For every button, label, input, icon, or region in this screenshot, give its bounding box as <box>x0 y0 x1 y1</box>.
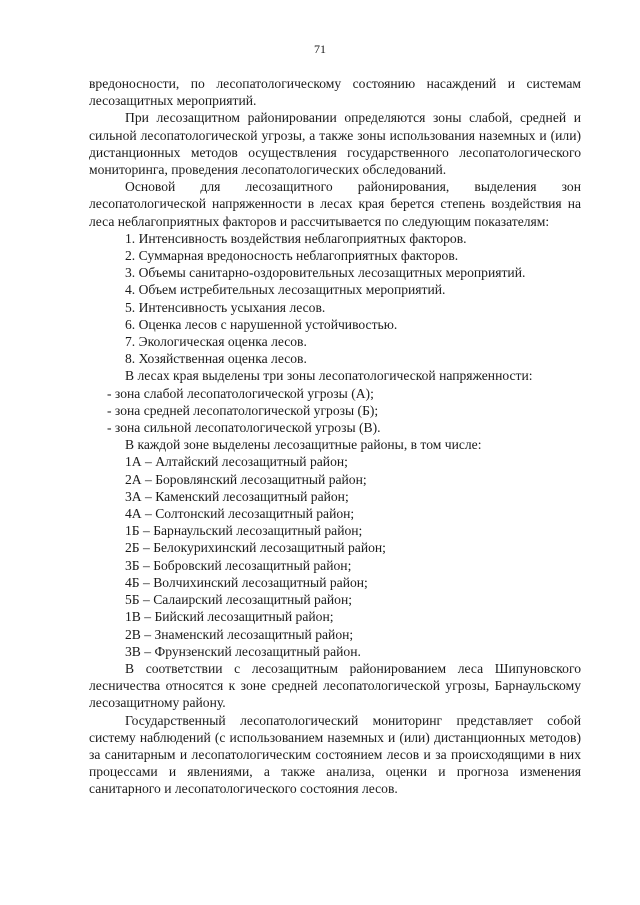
continuation-paragraph: вредоносности, по лесопатологическому состоянию насаждений и системам лесозащитных мероприятий. <box>89 76 581 109</box>
list-item: 5. Интенсивность усыхания лесов. <box>125 299 326 315</box>
indicators-list <box>89 230 581 368</box>
page-body <box>89 75 581 798</box>
list-item: 2В – Знаменский лесозащитный район; <box>125 626 354 642</box>
regions-list <box>89 453 581 659</box>
zones-paragraph: При лесозащитном районировании определяются зоны слабой, средней и сильной лесопатологической угрозы, а также зоны использования наземных и (или) дистанционных методов осуществления государственного лесопатологического мониторинга, проведения лесопатологических обследований. <box>89 110 581 178</box>
list-item: 7. Экологическая оценка лесов. <box>125 334 307 350</box>
list-item: 4Б – Волчихинский лесозащитный район; <box>125 574 368 590</box>
zones-list <box>89 385 581 437</box>
list-item: 8. Хозяйственная оценка лесов. <box>125 351 307 367</box>
list-item: 1В – Бийский лесозащитный район; <box>125 609 334 625</box>
monitoring-paragraph: Государственный лесопатологический мониторинг представляет собой систему наблюдений (с использованием наземных и (или) дистанционных методов) за санитарным и лесопатологическим состоянием лесов и за происходящими в них процессами и явлениями, а также анализа, оценки и прогноза изменения санитарного и лесопатологического состояния лесов. <box>89 712 581 797</box>
list-item: - зона слабой лесопатологической угрозы (А); <box>107 385 374 401</box>
list-item: 4. Объем истребительных лесозащитных мероприятий. <box>125 282 446 298</box>
list-item: 3В – Фрунзенский лесозащитный район. <box>125 643 361 659</box>
list-item: 1. Интенсивность воздействия неблагоприятных факторов. <box>125 230 467 246</box>
shipunovo-paragraph: В соответствии с лесозащитным районированием леса Шипуновского лесничества относятся к зоне средней лесопатологической угрозы, Барнаульскому лесозащитному району. <box>89 660 581 711</box>
list-item: 3А – Каменский лесозащитный район; <box>125 488 349 504</box>
list-item: 2. Суммарная вредоносность неблагоприятных факторов. <box>125 248 459 264</box>
page-number: 71 <box>314 42 326 56</box>
list-item: - зона сильной лесопатологической угрозы (В). <box>107 420 381 436</box>
zones-intro: В лесах края выделены три зоны лесопатологической напряженности: <box>125 368 533 384</box>
list-item: 3. Объемы санитарно-оздоровительных лесозащитных мероприятий. <box>125 265 526 281</box>
list-item: - зона средней лесопатологической угрозы (Б); <box>107 402 379 418</box>
list-item: 5Б – Салаирский лесозащитный район; <box>125 592 352 608</box>
list-item: 4А – Солтонский лесозащитный район; <box>125 506 355 522</box>
basis-paragraph: Основой для лесозащитного районирования, выделения зон лесопатологической напряженности в лесах края берется степень воздействия на леса неблагоприятных факторов и рассчитывается по следующим показателям: <box>89 179 581 229</box>
list-item: 2А – Боровлянский лесозащитный район; <box>125 471 367 487</box>
list-item: 1Б – Барнаульский лесозащитный район; <box>125 523 363 539</box>
regions-intro: В каждой зоне выделены лесозащитные районы, в том числе: <box>125 437 482 453</box>
list-item: 6. Оценка лесов с нарушенной устойчивостью. <box>125 316 398 332</box>
list-item: 1А – Алтайский лесозащитный район; <box>125 454 348 470</box>
list-item: 3Б – Бобровский лесозащитный район; <box>125 557 352 573</box>
list-item: 2Б – Белокурихинский лесозащитный район; <box>125 540 386 556</box>
